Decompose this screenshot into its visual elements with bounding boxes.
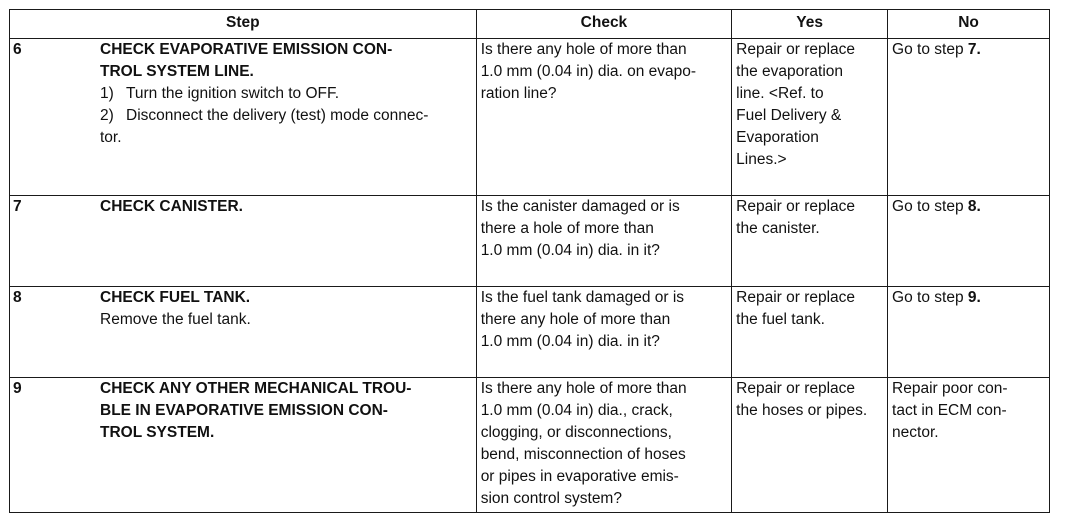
- check-text: there any hole of more than: [480, 311, 671, 328]
- check-text: Is the canister damaged or is: [480, 198, 680, 215]
- yes-cell: [732, 378, 888, 513]
- table-row: [10, 287, 1050, 378]
- no-goto: [892, 39, 1045, 61]
- diagnostic-table: [9, 9, 1050, 513]
- step-cell: [10, 196, 477, 287]
- step-cell: [10, 378, 477, 513]
- no-cell: [888, 287, 1050, 378]
- check-text: 1.0 mm (0.04 in) dia. in it?: [480, 333, 660, 350]
- substep-text: Turn the ignition switch to OFF.: [126, 85, 340, 102]
- table-row: [10, 196, 1050, 287]
- yes-text: the hoses or pipes.: [736, 402, 868, 419]
- no-text: nector.: [892, 424, 939, 441]
- check-text: Is the fuel tank damaged or is: [480, 289, 685, 306]
- no-goto-suffix: .: [976, 41, 981, 58]
- yes-text: Lines.>: [736, 151, 787, 168]
- yes-text: Repair or replace: [736, 380, 856, 397]
- no-goto: [892, 196, 1045, 218]
- step-body: [100, 378, 472, 444]
- check-text: Is there any hole of more than: [480, 41, 687, 58]
- check-text: bend, misconnection of hoses: [480, 446, 686, 463]
- check-cell: [476, 39, 731, 196]
- yes-cell: [732, 196, 888, 287]
- no-goto-prefix: Go to step: [892, 289, 968, 306]
- step-body: [100, 39, 472, 149]
- table-row: [10, 39, 1050, 196]
- header-yes: Yes: [732, 10, 888, 39]
- step-substep: [100, 83, 472, 105]
- step-title: BLE IN EVAPORATIVE EMISSION CON-: [100, 402, 388, 419]
- yes-text: Fuel Delivery &: [736, 107, 842, 124]
- header-row: [10, 10, 1050, 39]
- substep-index: 2): [100, 107, 114, 124]
- step-body: [100, 196, 472, 218]
- step-instruction: Remove the fuel tank.: [100, 311, 251, 328]
- check-cell: [476, 196, 731, 287]
- check-text: or pipes in evaporative emis-: [480, 468, 679, 485]
- yes-cell: [732, 39, 888, 196]
- no-goto: [892, 287, 1045, 309]
- no-goto-step: 7: [967, 41, 977, 58]
- check-text: clogging, or disconnections,: [480, 424, 672, 441]
- step-substep: [100, 105, 472, 127]
- check-cell: [476, 287, 731, 378]
- yes-text: line. <Ref. to: [736, 85, 824, 102]
- step-cell: [10, 39, 477, 196]
- yes-text: the canister.: [736, 220, 820, 237]
- step-body: [100, 287, 472, 331]
- check-text: 1.0 mm (0.04 in) dia. in it?: [480, 242, 660, 259]
- step-number: 6: [13, 41, 22, 58]
- yes-text: Repair or replace: [736, 41, 856, 58]
- step-number: 7: [13, 198, 22, 215]
- header-no: No: [888, 10, 1050, 39]
- step-title: CHECK CANISTER.: [100, 198, 243, 215]
- no-goto-step: 9: [967, 289, 977, 306]
- header-step: Step: [10, 10, 477, 39]
- yes-text: Repair or replace: [736, 289, 856, 306]
- no-cell: [888, 196, 1050, 287]
- check-text: Is there any hole of more than: [480, 380, 687, 397]
- step-title: TROL SYSTEM.: [100, 424, 215, 441]
- step-title: CHECK ANY OTHER MECHANICAL TROU-: [100, 380, 412, 397]
- check-text: 1.0 mm (0.04 in) dia. on evapo-: [480, 63, 697, 80]
- no-cell: [888, 378, 1050, 513]
- no-text: tact in ECM con-: [892, 402, 1007, 419]
- no-goto-suffix: .: [976, 289, 981, 306]
- substep-text: Disconnect the delivery (test) mode connec-: [126, 107, 429, 124]
- no-goto-step: 8: [967, 198, 977, 215]
- check-text: 1.0 mm (0.04 in) dia., crack,: [480, 402, 673, 419]
- table-row: [10, 378, 1050, 513]
- check-text: there a hole of more than: [480, 220, 654, 237]
- step-number: 9: [13, 380, 22, 397]
- no-goto-prefix: Go to step: [892, 198, 968, 215]
- check-text: ration line?: [480, 85, 557, 102]
- no-goto-suffix: .: [976, 198, 981, 215]
- yes-text: the evaporation: [736, 63, 844, 80]
- no-cell: [888, 39, 1050, 196]
- check-text: sion control system?: [480, 490, 622, 507]
- no-text: Repair poor con-: [892, 380, 1008, 397]
- substep-text: tor.: [100, 129, 122, 146]
- step-substep: [100, 127, 472, 149]
- step-title: CHECK EVAPORATIVE EMISSION CON-: [100, 41, 393, 58]
- step-title: TROL SYSTEM LINE.: [100, 63, 254, 80]
- header-check: Check: [476, 10, 731, 39]
- substep-index: 1): [100, 85, 114, 102]
- yes-cell: [732, 287, 888, 378]
- yes-text: Repair or replace: [736, 198, 856, 215]
- step-number: 8: [13, 289, 22, 306]
- step-title: CHECK FUEL TANK.: [100, 289, 251, 306]
- yes-text: the fuel tank.: [736, 311, 825, 328]
- step-cell: [10, 287, 477, 378]
- yes-text: Evaporation: [736, 129, 819, 146]
- no-goto-prefix: Go to step: [892, 41, 968, 58]
- check-cell: [476, 378, 731, 513]
